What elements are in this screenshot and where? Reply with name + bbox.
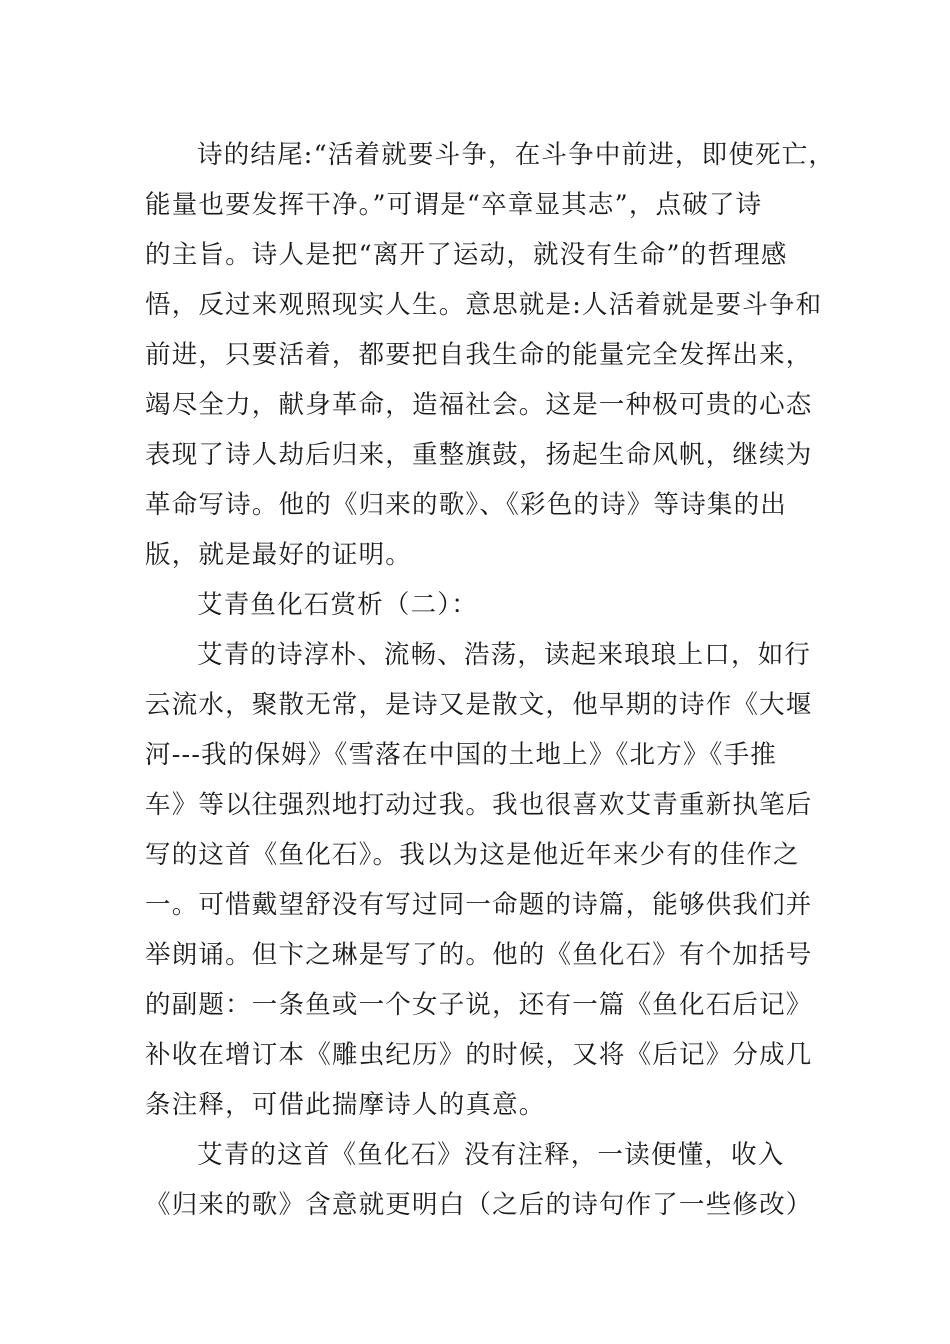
paragraph-2-line-5: 写的这首《鱼化石》。我以为这是他近年来少有的佳作之 (145, 840, 800, 870)
paragraph-1-line-5: 前进，只要活着，都要把自我生命的能量完全发挥出来， (145, 340, 813, 370)
paragraph-2-line-10: 条注释，可借此揣摩诗人的真意。 (145, 1090, 546, 1120)
paragraph-2-line-9: 补收在增订本《雕虫纪历》的时候，又将《后记》分成几 (145, 1040, 813, 1070)
paragraph-1-line-4: 悟，反过来观照现实人生。意思就是:人活着就是要斗争和 (145, 290, 823, 320)
paragraph-1-line-8: 革命写诗。他的《归来的歌》、《彩色的诗》等诗集的出 (145, 490, 788, 520)
paragraph-2-line-4: 车》等以往强烈地打动过我。我也很喜欢艾青重新执笔后 (145, 790, 813, 820)
section-heading: 艾青鱼化石赏析（二）： (197, 590, 478, 620)
paragraph-1-line-7: 表现了诗人劫后归来，重整旗鼓，扬起生命风帆，继续为 (145, 440, 813, 470)
paragraph-1-line-9: 版，就是最好的证明。 (145, 540, 413, 570)
paragraph-1-line-6: 竭尽全力，献身革命，造福社会。这是一种极可贵的心态 (145, 390, 813, 420)
paragraph-1-line-1: 诗的结尾:“活着就要斗争，在斗争中前进，即使死亡， (197, 140, 836, 170)
paragraph-2-line-6: 一。可惜戴望舒没有写过同一命题的诗篇，能够供我们并 (145, 890, 813, 920)
paragraph-1-line-2: 能量也要发挥干净。”可谓是“卒章显其志”，点破了诗 (145, 190, 763, 220)
paragraph-2-line-1: 艾青的诗淳朴、流畅、浩荡，读起来琅琅上口，如行 (197, 640, 812, 670)
paragraph-2-line-7: 举朗诵。但卞之琳是写了的。他的《鱼化石》有个加括号 (145, 940, 813, 970)
paragraph-3-line-1: 艾青的这首《鱼化石》没有注释，一读便懂，收入 (197, 1140, 785, 1170)
paragraph-3-line-2: 《归来的歌》含意就更明白（之后的诗句作了一些修改） (145, 1190, 813, 1220)
paragraph-1-line-3: 的主旨。诗人是把“离开了运动，就没有生命”的哲理感 (145, 240, 788, 270)
paragraph-2-line-2: 云流水，聚散无常，是诗又是散文，他早期的诗作《大堰 (145, 690, 813, 720)
paragraph-2-line-8: 的副题：一条鱼或一个女子说，还有一篇《鱼化石后记》 (145, 990, 813, 1020)
paragraph-2-line-3: 河---我的保姆》《雪落在中国的土地上》《北方》《手推 (145, 740, 777, 770)
